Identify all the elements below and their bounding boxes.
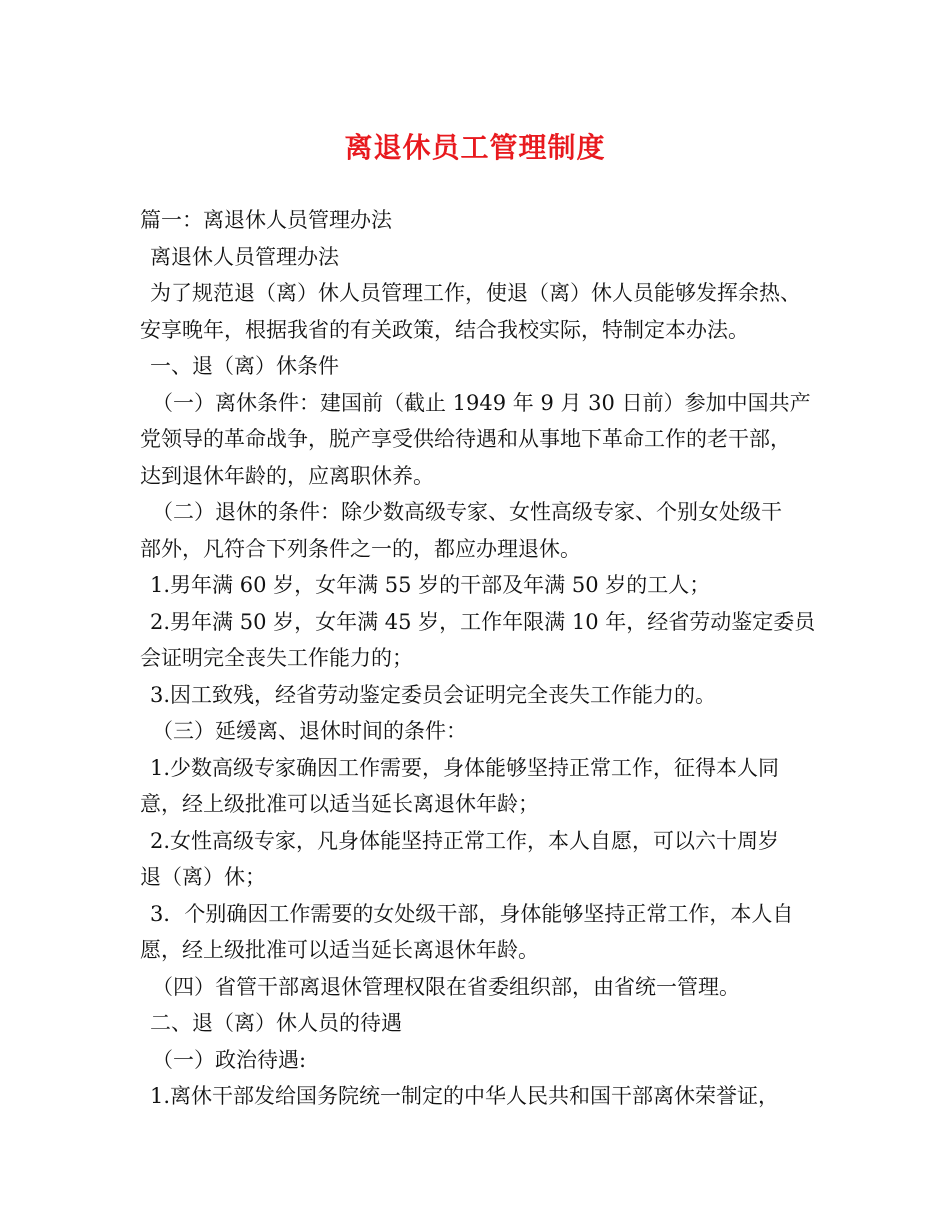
paragraph-line: （一）离休条件：建国前（截止 1949 年 9 月 30 日前）参加中国共产 (152, 390, 811, 415)
paragraph-line: （二）退休的条件：除少数高级专家、女性高级专家、个别女处级干 (152, 500, 782, 524)
list-item: 1.离休干部发给国务院统一制定的中华人民共和国干部离休荣誉证， (150, 1084, 780, 1108)
section-heading: 一、退（离）休条件 (150, 354, 339, 378)
paragraph-line: 愿，经上级批准可以适当延长离退休年龄。 (140, 938, 539, 962)
document-title: 离退休员工管理制度 (344, 131, 606, 164)
section-heading: 篇一：离退休人员管理办法 (140, 208, 392, 232)
list-item: 1.男年满 60 岁，女年满 55 岁的干部及年满 50 岁的工人； (150, 573, 711, 597)
paragraph-line: 部外，凡符合下列条件之一的，都应办理退休。 (140, 536, 581, 561)
paragraph-line: 党领导的革命战争，脱产享受供给待遇和从事地下革命工作的老干部， (140, 427, 791, 451)
paragraph-line: （三）延缓离、退休时间的条件： (152, 719, 467, 743)
paragraph-line: 达到退休年龄的，应离职休养。 (140, 463, 434, 488)
paragraph-line: 会证明完全丧失工作能力的； (140, 646, 413, 670)
paragraph-line: 意，经上级批准可以适当延长离退休年龄； (140, 792, 539, 816)
paragraph-line: （四）省管干部离退休管理权限在省委组织部，由省统一管理。 (152, 974, 740, 999)
list-item: 3．个别确因工作需要的女处级干部，身体能够坚持正常工作，本人自 (150, 901, 794, 926)
paragraph-line: 退（离）休； (140, 865, 266, 889)
subtitle: 离退休人员管理办法 (150, 244, 339, 269)
list-item: 2.女性高级专家，凡身体能坚持正常工作，本人自愿，可以六十周岁 (150, 828, 780, 853)
paragraph-line: （一）政治待遇: (152, 1047, 307, 1072)
paragraph-line: 安享晚年，根据我省的有关政策，结合我校实际，特制定本办法。 (140, 317, 749, 342)
paragraph-line: 为了规范退（离）休人员管理工作，使退（离）休人员能够发挥余热、 (150, 281, 801, 305)
list-item: 3.因工致残，经省劳动鉴定委员会证明完全丧失工作能力的。 (150, 682, 717, 707)
document-body (140, 202, 830, 1115)
list-item: 1.少数高级专家确因工作需要，身体能够坚持正常工作，征得本人同 (150, 755, 780, 780)
list-item: 2.男年满 50 岁，女年满 45 岁，工作年限满 10 年，经省劳动鉴定委员 (150, 609, 816, 634)
section-heading: 二、退（离）休人员的待遇 (150, 1011, 402, 1035)
